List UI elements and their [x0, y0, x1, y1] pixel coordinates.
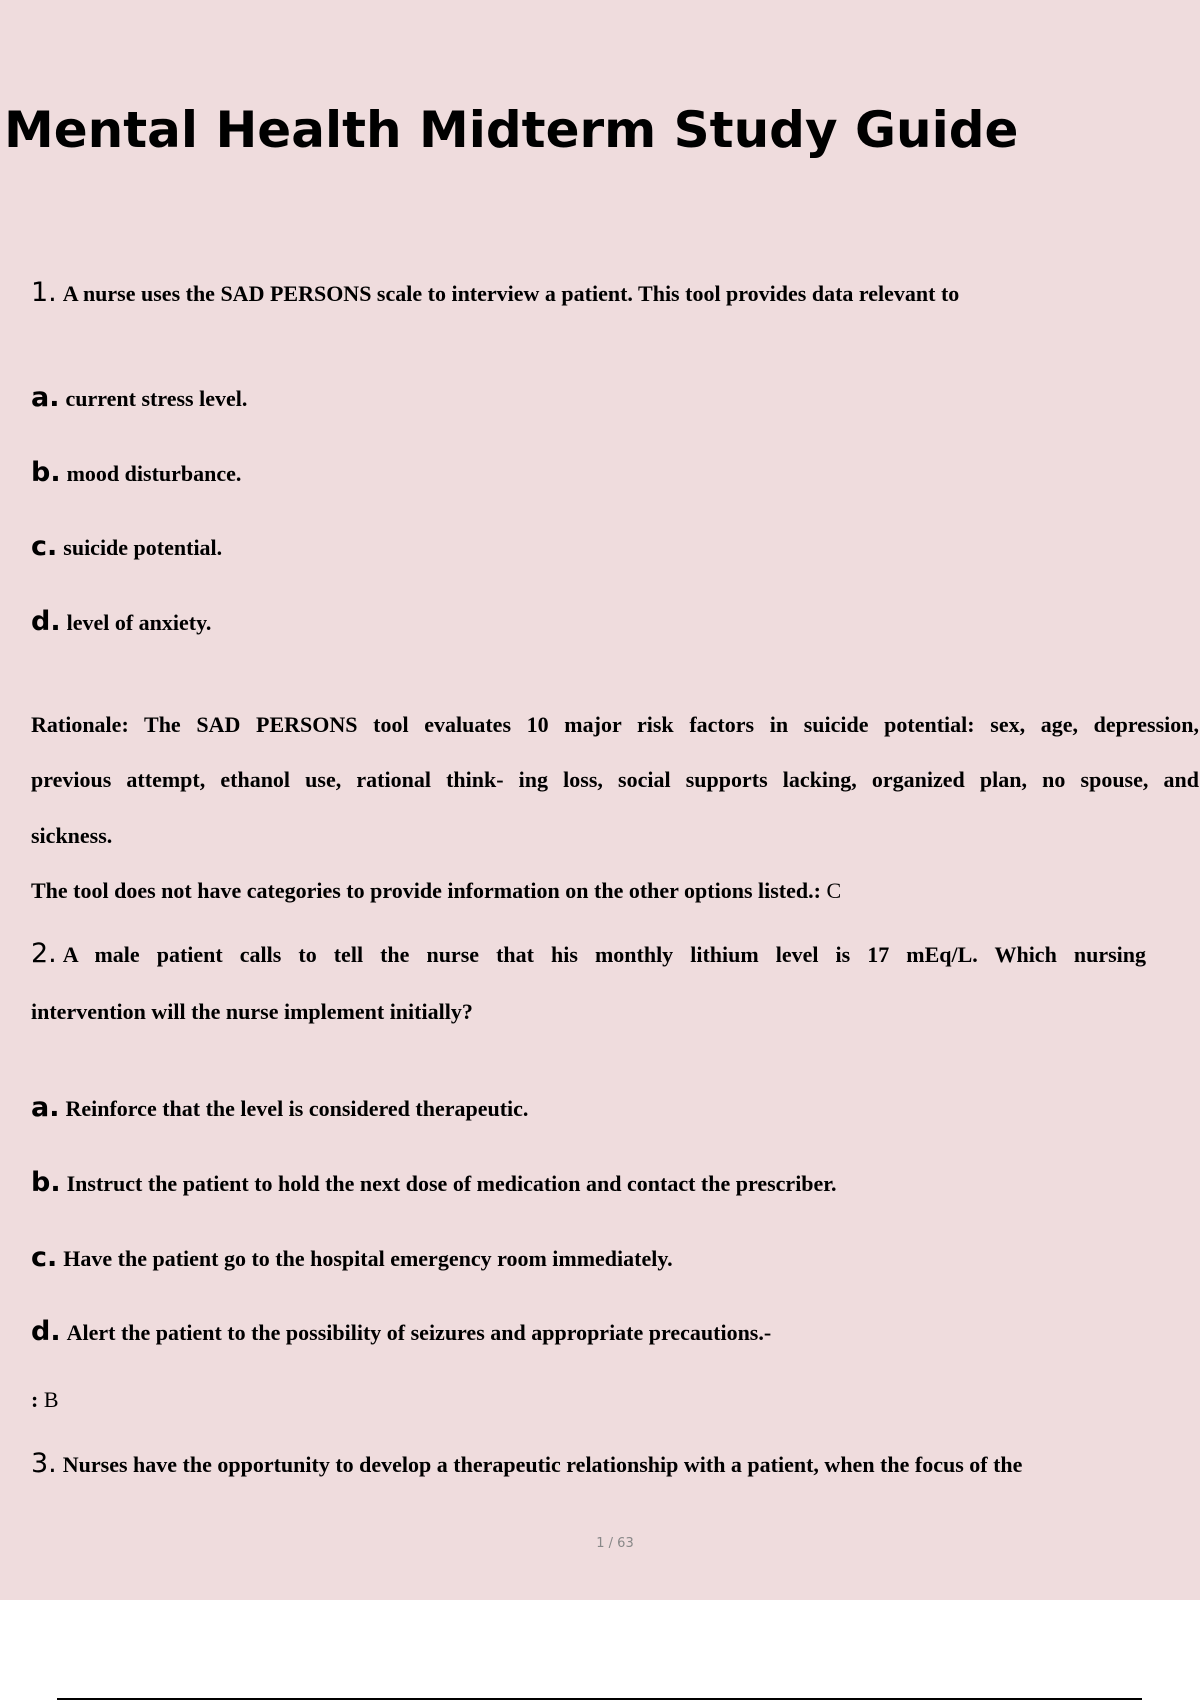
- page-number: 1 / 63: [596, 1536, 634, 1551]
- rationale-line-2: previous attempt, ethanol use, rational think- ing loss, social supports lacking, organized plan, no spouse, and: [31, 767, 1199, 792]
- option-letter: a.: [31, 382, 60, 413]
- option-letter: d.: [31, 606, 61, 637]
- answer-prefix: :: [31, 1387, 39, 1412]
- question-3: [31, 1444, 1022, 1485]
- question-number: 3.: [31, 1448, 57, 1479]
- option-1b: [31, 453, 241, 494]
- page-title: Mental Health Midterm Study Guide: [4, 101, 1019, 159]
- option-1d: [31, 602, 211, 643]
- option-text: mood disturbance.: [66, 461, 242, 486]
- option-2b: [31, 1163, 837, 1204]
- option-2a: [31, 1088, 528, 1129]
- rationale-line-3: sickness.: [31, 823, 113, 848]
- option-letter: d.: [31, 1316, 61, 1347]
- option-text: Have the patient go to the hospital emergency room immediately.: [63, 1246, 673, 1271]
- rationale-line-1: Rationale: The SAD PERSONS tool evaluates 10 major risk factors in suicide potential: sex, age, depression,: [31, 712, 1199, 737]
- option-text: level of anxiety.: [66, 610, 212, 635]
- option-letter: a.: [31, 1092, 60, 1123]
- question-number: 2.: [31, 938, 57, 969]
- question-number: 1.: [31, 277, 57, 308]
- option-2d: [31, 1312, 771, 1353]
- option-text: current stress level.: [65, 386, 248, 411]
- option-1c: [31, 527, 222, 568]
- option-2c: [31, 1238, 673, 1279]
- answer-value: C: [826, 878, 842, 903]
- answer-value: B: [43, 1387, 59, 1412]
- option-1a: [31, 378, 247, 419]
- question-text: A male patient calls to tell the nurse that his monthly lithium level is 17 mEq/L. Which nursing: [62, 942, 1146, 967]
- option-letter: b.: [31, 457, 61, 488]
- question-text: A nurse uses the SAD PERSONS scale to interview a patient. This tool provides data relevant to: [62, 281, 960, 306]
- option-text: Instruct the patient to hold the next dose of medication and contact the prescriber.: [66, 1171, 837, 1196]
- option-letter: c.: [31, 1242, 58, 1273]
- question-2-continued: intervention will the nurse implement initially?: [31, 999, 473, 1024]
- rationale-line-4: [31, 871, 841, 911]
- rationale-text: The tool does not have categories to provide information on the other options listed.:: [31, 878, 821, 903]
- question-1: [31, 273, 959, 314]
- answer-line-2: [31, 1380, 59, 1420]
- option-letter: b.: [31, 1167, 61, 1198]
- question-2: [31, 934, 1146, 975]
- option-text: Alert the patient to the possibility of seizures and appropriate precautions.-: [66, 1320, 772, 1345]
- option-text: suicide potential.: [63, 535, 223, 560]
- option-text: Reinforce that the level is considered therapeutic.: [65, 1096, 529, 1121]
- question-text: Nurses have the opportunity to develop a therapeutic relationship with a patient, when the focus of the: [62, 1452, 1023, 1477]
- option-letter: c.: [31, 531, 58, 562]
